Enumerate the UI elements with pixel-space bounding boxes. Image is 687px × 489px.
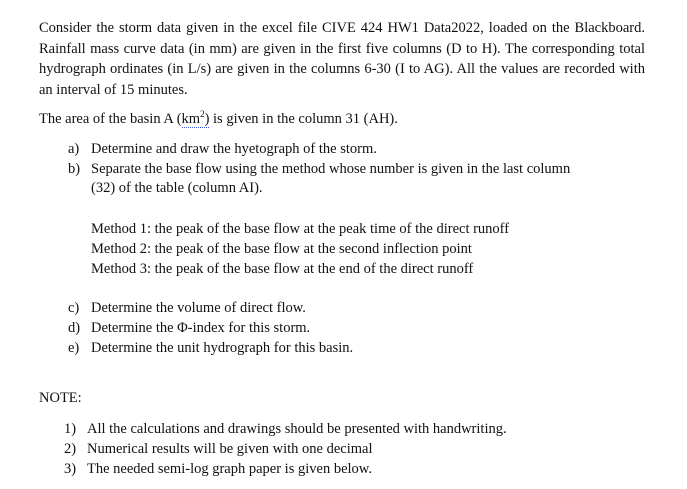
task-e-marker: e) xyxy=(68,340,80,356)
method-3: Method 3: the peak of the base flow at the end of the direct runoff xyxy=(91,261,474,277)
task-c-marker: c) xyxy=(68,300,80,316)
area-sentence xyxy=(39,110,398,129)
note-3-marker: 3) xyxy=(64,461,77,477)
task-b-text: Separate the base flow using the method whose number is given in the last column xyxy=(91,161,571,177)
note-2-marker: 2) xyxy=(64,441,77,457)
task-a-marker: a) xyxy=(68,141,80,157)
note-3-text: The needed semi-log graph paper is given below. xyxy=(87,461,372,477)
note-heading: NOTE: xyxy=(39,390,82,406)
task-e-text: Determine the unit hydrograph for this basin. xyxy=(91,340,354,356)
area-unit: $km^2$) xyxy=(181,109,210,127)
task-c-text: Determine the volume of direct flow. xyxy=(91,300,306,316)
task-d-marker: d) xyxy=(68,320,81,336)
area-text-before: The area of the basin A ( xyxy=(39,111,182,127)
method-2: Method 2: the peak of the base flow at the second inflection point xyxy=(91,241,472,257)
task-a-text: Determine and draw the hyetograph of the storm. xyxy=(91,141,377,157)
note-1-text: All the calculations and drawings should be presented with handwriting. xyxy=(87,421,507,437)
note-1-marker: 1) xyxy=(64,421,77,437)
intro-paragraph: Consider the storm data given in the excel file CIVE 424 HW1 Data2022, loaded on the Blackboard. Rainfall mass curve data (in mm) are given in the first five columns (D to H). The corresponding total hydrograph ordinates (in L/s) are given in the columns 6-30 (I to AG). All the values are recorded with an interval of 15 minutes. xyxy=(39,20,645,98)
method-1: Method 1: the peak of the base flow at the peak time of the direct runoff xyxy=(91,221,510,237)
area-text-after: is given in the column 31 (AH). xyxy=(209,111,398,127)
task-d-text: Determine the Φ-index for this storm. xyxy=(91,320,311,336)
task-b-text-continued: (32) of the table (column AI). xyxy=(91,180,263,196)
note-2-text: Numerical results will be given with one decimal xyxy=(87,441,373,457)
task-b-marker: b) xyxy=(68,161,81,177)
